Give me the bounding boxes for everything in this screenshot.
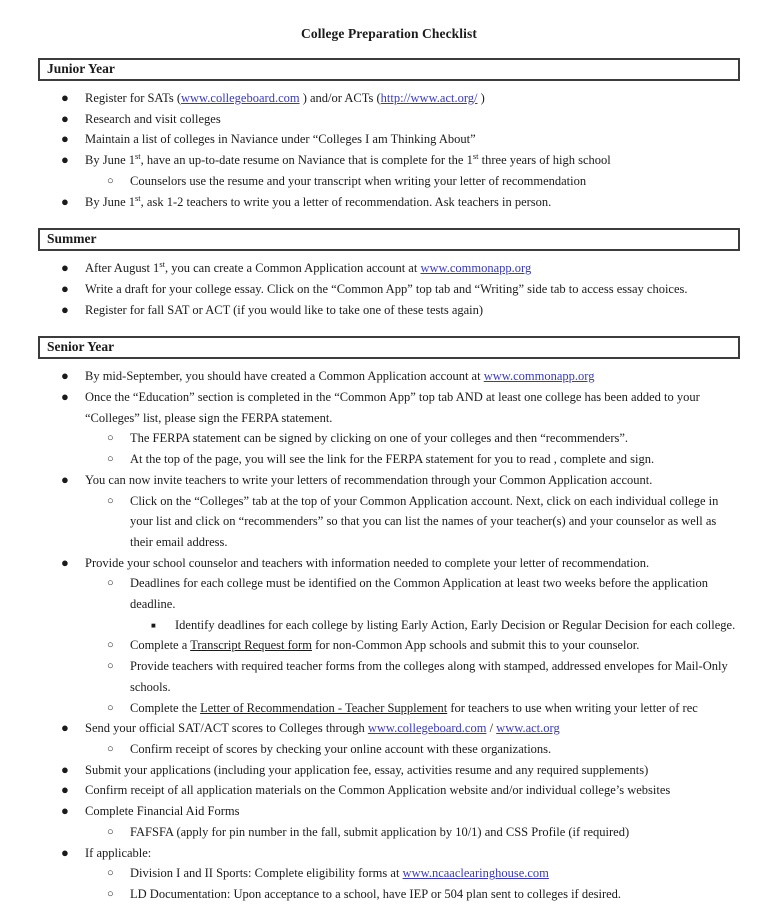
item-text: At the top of the page, you will see the link for the FERPA statement for you to read , complete and sign. — [130, 452, 655, 467]
item-text: Complete the — [130, 700, 201, 715]
checklist-item — [38, 739, 740, 760]
checklist-item — [38, 718, 740, 739]
bullet-icon: ● — [61, 131, 69, 147]
circle-bullet-icon: ○ — [107, 453, 114, 466]
circle-bullet-icon: ○ — [107, 887, 114, 900]
item-text: ) and/or ACTs ( — [299, 91, 381, 105]
item-text: The FERPA statement can be signed by clicking on one of your colleges and then “recommenders”. — [130, 431, 629, 446]
item-text: , ask 1-2 teachers to write you a letter of recommendation. Ask teachers in person. — [140, 194, 552, 209]
bullet-icon: ● — [61, 803, 69, 819]
checklist-item — [38, 258, 740, 279]
bullet-icon: ● — [61, 720, 69, 736]
checklist-item — [38, 428, 740, 449]
bullet-icon: ● — [61, 90, 69, 105]
circle-bullet-icon: ○ — [107, 639, 114, 652]
checklist-item — [38, 615, 740, 636]
underlined-text: Transcript Request form — [190, 638, 312, 653]
item-text: three years of high school — [478, 153, 611, 168]
item-text: LD Documentation: Upon acceptance to a school, have IEP or 504 plan sent to colleges if desired. — [130, 886, 622, 901]
item-text: By mid-September, you should have created a Common Application account at — [85, 369, 484, 384]
section-heading: Senior Year — [38, 336, 740, 359]
hyperlink[interactable]: www.collegeboard.com — [367, 721, 487, 736]
item-text: for teachers to use when writing your letter of rec — [447, 700, 698, 715]
checklist-item — [38, 843, 740, 864]
square-bullet-icon: ■ — [151, 620, 156, 630]
circle-bullet-icon: ○ — [107, 432, 114, 445]
circle-bullet-icon: ○ — [107, 742, 114, 755]
item-text: Complete a — [130, 638, 191, 653]
item-text: ) — [477, 91, 485, 105]
item-text: Confirm receipt of scores by checking your online account with these organizations. — [130, 741, 552, 756]
item-text: If applicable: — [85, 845, 152, 860]
item-text: Identify deadlines for each college by listing Early Action, Early Decision or Regular Decision for each college. — [175, 617, 736, 632]
bullet-icon: ● — [61, 554, 69, 570]
bullet-icon: ● — [61, 260, 69, 276]
superscript-text: st — [135, 192, 141, 203]
checklist-item — [38, 656, 740, 697]
checklist-item — [38, 553, 740, 574]
bullet-icon: ● — [61, 368, 69, 384]
checklist-item — [38, 863, 740, 884]
item-text: Click on the “Colleges” tab at the top of your Common Application account. Next, click on each individual college in your list and click on “recommenders” so that you can list the names of your teacher(s) and your counselor as well as their email address. — [130, 493, 719, 549]
superscript-text: st — [159, 259, 165, 270]
item-text: By June 1 — [85, 153, 135, 168]
hyperlink[interactable]: www.ncaaclearinghouse.com — [402, 866, 549, 881]
bullet-icon: ● — [61, 110, 69, 126]
checklist-item — [38, 801, 740, 822]
item-text: Register for fall SAT or ACT (if you would like to take one of these tests again) — [85, 302, 484, 317]
item-text: for non-Common App schools and submit this to your counselor. — [311, 638, 640, 653]
checklist-item — [38, 109, 740, 130]
item-text: Submit your applications (including your application fee, essay, activities resume and any required supplements) — [85, 762, 649, 777]
bullet-icon: ● — [61, 301, 69, 317]
checklist-item — [38, 470, 740, 491]
checklist-item — [38, 698, 740, 719]
bullet-icon: ● — [61, 280, 69, 296]
superscript-text: st — [135, 150, 141, 161]
checklist-item — [38, 822, 740, 843]
item-text: Confirm receipt of all application materials on the Common Application website and/or individual college’s websites — [85, 783, 671, 798]
item-text: , have an up-to-date resume on Naviance that is complete for the 1 — [140, 153, 473, 168]
checklist-item — [38, 449, 740, 470]
item-text: Maintain a list of colleges in Naviance under “Colleges I am Thinking About” — [85, 132, 476, 147]
checklist-item — [38, 150, 740, 171]
page-title: College Preparation Checklist — [301, 26, 477, 41]
circle-bullet-icon: ○ — [107, 867, 114, 880]
checklist-item — [38, 387, 740, 428]
bullet-icon: ● — [61, 761, 69, 777]
hyperlink[interactable]: http://www.act.org/ — [380, 91, 478, 105]
checklist-item — [38, 780, 740, 801]
checklist-item — [38, 573, 740, 614]
circle-bullet-icon: ○ — [107, 494, 114, 507]
section — [38, 336, 740, 904]
item-text: Research and visit colleges — [85, 111, 221, 126]
checklist-item — [38, 635, 740, 656]
checklist-item — [38, 366, 740, 387]
item-text: Once the “Education” section is completed in the “Common App” top tab AND at least one college has been added to your “Colleges” list, please sign the FERPA statement. — [85, 390, 700, 425]
section-heading: Summer — [38, 228, 740, 251]
bullet-icon: ● — [61, 152, 69, 168]
bullet-icon: ● — [61, 844, 69, 860]
superscript-text: st — [472, 150, 479, 161]
checklist-item — [38, 760, 740, 781]
hyperlink[interactable]: www.commonapp.org — [420, 261, 532, 276]
item-text: By June 1 — [85, 194, 135, 209]
item-text: FAFSFA (apply for pin number in the fall, submit application by 10/1) and CSS Profile (if required) — [130, 824, 630, 839]
item-text: Provide your school counselor and teachers with information needed to complete your letter of recommendation. — [85, 555, 650, 570]
item-text: , you can create a Common Application account at — [164, 261, 421, 276]
item-text: You can now invite teachers to write your letters of recommendation through your Common Application account. — [85, 472, 653, 487]
checklist-item — [38, 884, 740, 905]
circle-bullet-icon: ○ — [107, 174, 114, 187]
checklist-item — [38, 88, 740, 109]
section-heading: Junior Year — [38, 58, 740, 81]
checklist-item — [38, 300, 740, 321]
bullet-icon: ● — [61, 782, 69, 798]
checklist-item — [38, 279, 740, 300]
bullet-icon: ● — [61, 471, 69, 487]
circle-bullet-icon: ○ — [107, 577, 114, 590]
checklist-sections — [38, 58, 740, 905]
item-text: After August 1 — [85, 261, 160, 276]
bullet-icon: ● — [61, 389, 69, 405]
item-text: Send your official SAT/ACT scores to Colleges through — [85, 721, 368, 736]
hyperlink[interactable]: www.collegeboard.com — [181, 91, 300, 105]
circle-bullet-icon: ○ — [107, 825, 114, 838]
checklist-item — [38, 192, 740, 213]
bullet-icon: ● — [61, 193, 69, 209]
circle-bullet-icon: ○ — [107, 660, 114, 673]
item-text: Write a draft for your college essay. Click on the “Common App” top tab and “Writing” side tab to access essay choices. — [85, 281, 688, 296]
hyperlink[interactable]: www.act.org — [496, 721, 560, 736]
item-text: Division I and II Sports: Complete eligibility forms at — [130, 866, 403, 881]
item-text: Deadlines for each college must be identified on the Common Application at least two weeks before the application deadline. — [130, 576, 708, 612]
hyperlink[interactable]: www.commonapp.org — [483, 369, 595, 384]
item-text: Complete Financial Aid Forms — [85, 804, 240, 819]
checklist-item — [38, 129, 740, 150]
section — [38, 228, 740, 320]
item-text: Counselors use the resume and your transcript when writing your letter of recommendation — [130, 173, 587, 188]
item-text: Register for SATs ( — [85, 91, 181, 105]
section — [38, 58, 740, 212]
checklist-item — [38, 491, 740, 553]
item-text: Provide teachers with required teacher forms from the colleges along with stamped, addressed envelopes for Mail-Only schools. — [130, 659, 728, 694]
circle-bullet-icon: ○ — [107, 701, 114, 714]
item-text: / — [486, 721, 497, 736]
checklist-item — [38, 171, 740, 192]
underlined-text: Letter of Recommendation - Teacher Supplement — [200, 700, 448, 715]
